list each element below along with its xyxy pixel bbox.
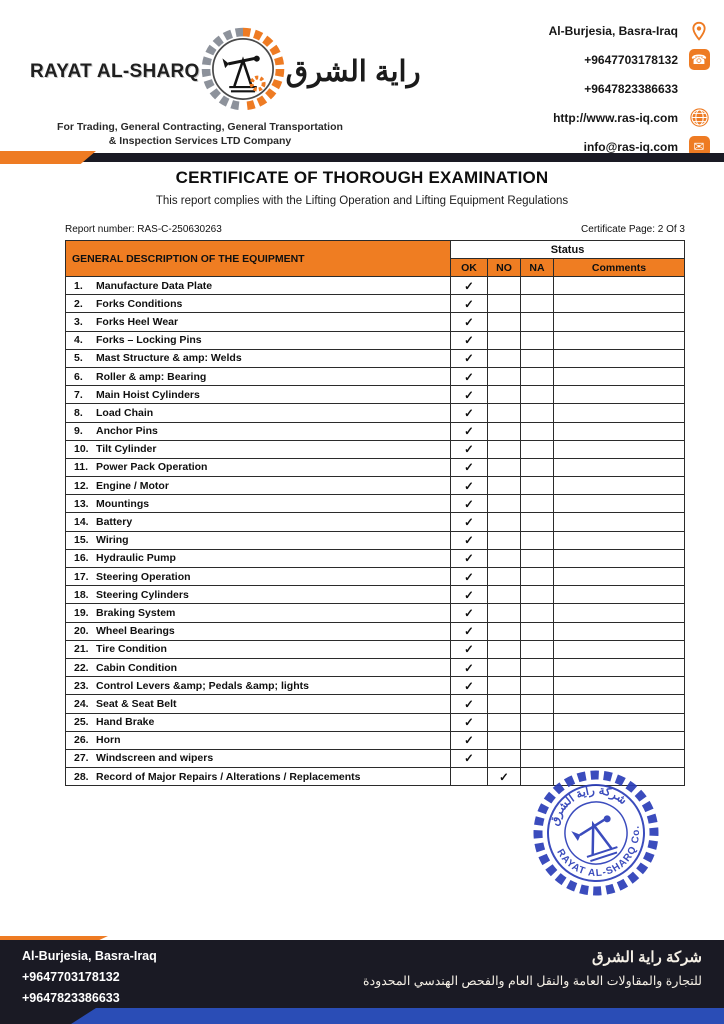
comments-cell: [554, 495, 685, 513]
row-label: Steering Operation: [96, 570, 191, 583]
no-checkmark-cell: [488, 568, 521, 586]
stamp-company-en: RAYAT AL-SHARQ Co.: [554, 824, 643, 880]
row-number: 4.: [74, 334, 83, 347]
row-label: Forks – Locking Pins: [96, 334, 202, 347]
na-checkmark-cell: [521, 422, 554, 440]
contact-list: [450, 16, 710, 161]
no-checkmark-cell: [488, 531, 521, 549]
certificate-page-number: Certificate Page: 2 Of 3: [581, 224, 685, 235]
no-checkmark-cell: [488, 495, 521, 513]
comments-cell: [554, 604, 685, 622]
ok-checkmark-cell: ✓: [451, 731, 488, 749]
no-checkmark-cell: [488, 422, 521, 440]
table-row: [66, 513, 685, 531]
ok-checkmark-cell: ✓: [451, 549, 488, 567]
na-checkmark-cell: [521, 277, 554, 295]
stamp-company-ar: شركة راية الشرق: [548, 784, 629, 828]
footer-tagline-ar: للتجارة والمقاولات العامة والنقل العام والفحص الهندسي المحدودة: [363, 974, 702, 988]
table-row: [66, 731, 685, 749]
company-name-en: RAYAT AL-SHARQ: [30, 60, 200, 82]
no-checkmark-cell: [488, 713, 521, 731]
row-label: Anchor Pins: [96, 425, 158, 438]
footer-blue-bar: [0, 1008, 724, 1024]
ok-checkmark-cell: ✓: [451, 604, 488, 622]
no-checkmark-cell: [488, 749, 521, 767]
na-checkmark-cell: [521, 604, 554, 622]
row-label: Seat & Seat Belt: [96, 697, 177, 710]
table-row: [66, 549, 685, 567]
phone-2-text: +9647823386633: [584, 81, 678, 96]
row-label: Manufacture Data Plate: [96, 279, 213, 292]
row-number: 24.: [74, 697, 89, 710]
row-number: 23.: [74, 679, 89, 692]
comments-cell: [554, 367, 685, 385]
comments-cell: [554, 677, 685, 695]
row-label: Cabin Condition: [96, 661, 178, 674]
col-no-header: NO: [488, 259, 521, 277]
ok-checkmark-cell: ✓: [451, 513, 488, 531]
header-divider-orange-accent: [0, 151, 96, 164]
comments-cell: [554, 549, 685, 567]
comments-cell: [554, 422, 685, 440]
no-checkmark-cell: [488, 658, 521, 676]
gear-oil-pump-logo-icon: [200, 26, 286, 117]
row-number: 3.: [74, 315, 83, 328]
no-checkmark-cell: [488, 549, 521, 567]
na-checkmark-cell: [521, 677, 554, 695]
globe-icon: [688, 107, 710, 129]
address-text: Al-Burjesia, Basra-Iraq: [548, 23, 678, 38]
comments-cell: [554, 622, 685, 640]
no-checkmark-cell: [488, 295, 521, 313]
table-row: [66, 386, 685, 404]
comments-cell: [554, 713, 685, 731]
table-row: [66, 349, 685, 367]
na-checkmark-cell: [521, 313, 554, 331]
row-number: 14.: [74, 516, 89, 529]
email-text: info@ras-iq.com: [583, 139, 678, 154]
na-checkmark-cell: [521, 713, 554, 731]
na-checkmark-cell: [521, 568, 554, 586]
row-label: Steering Cylinders: [96, 588, 189, 601]
row-label: Wiring: [96, 534, 129, 547]
na-checkmark-cell: [521, 549, 554, 567]
row-number: 6.: [74, 370, 83, 383]
footer-contact-block: [22, 946, 157, 1009]
no-checkmark-cell: [488, 349, 521, 367]
na-checkmark-cell: [521, 749, 554, 767]
no-checkmark-cell: [488, 386, 521, 404]
no-checkmark-cell: [488, 458, 521, 476]
ok-checkmark-cell: ✓: [451, 277, 488, 295]
na-checkmark-cell: [521, 695, 554, 713]
ok-checkmark-cell: ✓: [451, 677, 488, 695]
no-checkmark-cell: [488, 640, 521, 658]
row-number: 5.: [74, 352, 83, 365]
ok-checkmark-cell: ✓: [451, 531, 488, 549]
status-header: Status: [451, 241, 685, 259]
row-number: 20.: [74, 625, 89, 638]
row-number: 12.: [74, 479, 89, 492]
ok-checkmark-cell: ✓: [451, 440, 488, 458]
na-checkmark-cell: [521, 367, 554, 385]
table-row: [66, 422, 685, 440]
no-checkmark-cell: [488, 604, 521, 622]
ok-checkmark-cell: ✓: [451, 404, 488, 422]
row-label: Hydraulic Pump: [96, 552, 176, 565]
row-label: Forks Heel Wear: [96, 315, 179, 328]
footer-address: Al-Burjesia, Basra-Iraq: [22, 949, 157, 963]
table-row: [66, 495, 685, 513]
na-checkmark-cell: [521, 658, 554, 676]
table-row: [66, 477, 685, 495]
ok-checkmark-cell: ✓: [451, 349, 488, 367]
no-checkmark-cell: [488, 440, 521, 458]
row-number: 2.: [74, 297, 83, 310]
col-ok-header: OK: [451, 259, 488, 277]
table-row: [66, 622, 685, 640]
comments-cell: [554, 513, 685, 531]
ok-checkmark-cell: ✓: [451, 749, 488, 767]
comments-cell: [554, 458, 685, 476]
row-label: Tilt Cylinder: [96, 443, 157, 456]
na-checkmark-cell: [521, 513, 554, 531]
row-number: 1.: [74, 279, 83, 292]
row-label: Horn: [96, 734, 121, 747]
table-header-row-1: [66, 241, 685, 259]
comments-cell: [554, 295, 685, 313]
icon-spacer: [688, 78, 710, 100]
row-number: 7.: [74, 388, 83, 401]
no-checkmark-cell: [488, 695, 521, 713]
report-number: Report number: RAS-C-250630263: [65, 224, 222, 235]
no-checkmark-cell: [488, 586, 521, 604]
stamp-oil-pump-icon: [571, 814, 621, 863]
contact-phone-2: [450, 74, 710, 103]
row-label: Power Pack Operation: [96, 461, 208, 474]
ok-checkmark-cell: ✓: [451, 713, 488, 731]
row-number: 28.: [74, 770, 89, 783]
table-row: [66, 568, 685, 586]
row-number: 21.: [74, 643, 89, 656]
comments-cell: [554, 386, 685, 404]
na-checkmark-cell: [521, 295, 554, 313]
row-number: 25.: [74, 716, 89, 729]
row-label: Hand Brake: [96, 716, 155, 729]
row-number: 22.: [74, 661, 89, 674]
na-checkmark-cell: [521, 531, 554, 549]
report-meta: [65, 224, 685, 235]
table-row: [66, 677, 685, 695]
row-label: Forks Conditions: [96, 297, 183, 310]
no-checkmark-cell: [488, 331, 521, 349]
no-checkmark-cell: [488, 277, 521, 295]
footer-phone-2: +9647823386633: [22, 991, 120, 1005]
ok-checkmark-cell: ✓: [451, 695, 488, 713]
na-checkmark-cell: [521, 331, 554, 349]
row-number: 13.: [74, 497, 89, 510]
ok-checkmark-cell: ✓: [451, 658, 488, 676]
na-checkmark-cell: [521, 586, 554, 604]
page-subtitle: This report complies with the Lifting Operation and Lifting Equipment Regulations: [155, 195, 569, 207]
col-comments-header: Comments: [554, 259, 685, 277]
no-checkmark-cell: [488, 477, 521, 495]
comments-cell: [554, 277, 685, 295]
na-checkmark-cell: [521, 349, 554, 367]
no-checkmark-cell: [488, 513, 521, 531]
na-checkmark-cell: [521, 477, 554, 495]
na-checkmark-cell: [521, 495, 554, 513]
row-label: Record of Major Repairs / Alterations / Replacements: [96, 770, 361, 783]
row-number: 19.: [74, 606, 89, 619]
tagline-line-2: & Inspection Services LTD Company: [108, 135, 292, 147]
company-tagline: [16, 120, 384, 148]
comments-cell: [554, 349, 685, 367]
na-checkmark-cell: [521, 640, 554, 658]
row-number: 26.: [74, 734, 89, 747]
row-number: 8.: [74, 406, 83, 419]
table-row: [66, 713, 685, 731]
no-checkmark-cell: [488, 367, 521, 385]
row-label: Windscreen and wipers: [96, 752, 214, 765]
ok-checkmark-cell: ✓: [451, 495, 488, 513]
phone-icon: ☎: [688, 49, 710, 71]
table-row: [66, 604, 685, 622]
ok-checkmark-cell: ✓: [451, 331, 488, 349]
comments-cell: [554, 404, 685, 422]
company-name-ar: راية الشرق: [285, 56, 421, 88]
footer-blue-bar-notch: [0, 1008, 96, 1024]
row-number: 17.: [74, 570, 89, 583]
row-number: 18.: [74, 588, 89, 601]
comments-cell: [554, 658, 685, 676]
row-number: 16.: [74, 552, 89, 565]
comments-cell: [554, 531, 685, 549]
row-label: Braking System: [96, 606, 176, 619]
table-row: [66, 404, 685, 422]
table-row: [66, 295, 685, 313]
row-number: 10.: [74, 443, 89, 456]
envelope-icon: ✉: [688, 136, 710, 158]
row-label: Roller & amp: Bearing: [96, 370, 207, 383]
table-row: [66, 440, 685, 458]
table-row: [66, 640, 685, 658]
row-label: Mast Structure & amp: Welds: [96, 352, 242, 365]
table-row: [66, 458, 685, 476]
comments-cell: [554, 695, 685, 713]
row-number: 15.: [74, 534, 89, 547]
row-label: Control Levers &amp; Pedals &amp; lights: [96, 679, 309, 692]
no-checkmark-cell: ✓: [488, 768, 521, 786]
na-checkmark-cell: [521, 731, 554, 749]
table-row: [66, 367, 685, 385]
na-checkmark-cell: [521, 404, 554, 422]
row-label: Load Chain: [96, 406, 154, 419]
company-logo: [30, 26, 421, 117]
na-checkmark-cell: [521, 458, 554, 476]
ok-checkmark-cell: ✓: [451, 622, 488, 640]
ok-checkmark-cell: ✓: [451, 586, 488, 604]
contact-phone-1: [450, 45, 710, 74]
ok-checkmark-cell: ✓: [451, 367, 488, 385]
no-checkmark-cell: [488, 404, 521, 422]
comments-cell: [554, 586, 685, 604]
ok-checkmark-cell: ✓: [451, 568, 488, 586]
table-row: [66, 277, 685, 295]
table-row: [66, 658, 685, 676]
page-title: CERTIFICATE OF THOROUGH EXAMINATION: [175, 168, 549, 187]
phone-1-text: +9647703178132: [584, 52, 678, 67]
ok-checkmark-cell: ✓: [451, 458, 488, 476]
no-checkmark-cell: [488, 313, 521, 331]
comments-cell: [554, 313, 685, 331]
no-checkmark-cell: [488, 731, 521, 749]
ok-checkmark-cell: [451, 768, 488, 786]
equipment-table: [65, 240, 685, 786]
ok-checkmark-cell: ✓: [451, 477, 488, 495]
table-row: [66, 586, 685, 604]
ok-checkmark-cell: ✓: [451, 422, 488, 440]
na-checkmark-cell: [521, 386, 554, 404]
website-text: http://www.ras-iq.com: [553, 110, 678, 125]
row-label: Mountings: [96, 497, 150, 510]
ok-checkmark-cell: ✓: [451, 295, 488, 313]
location-pin-icon: [688, 20, 710, 42]
contact-website: [450, 103, 710, 132]
col-na-header: NA: [521, 259, 554, 277]
row-number: 27.: [74, 752, 89, 765]
ok-checkmark-cell: ✓: [451, 313, 488, 331]
footer-phone-1: +9647703178132: [22, 970, 120, 984]
table-row: [66, 331, 685, 349]
table-row: [66, 313, 685, 331]
page-footer: [0, 940, 724, 1024]
comments-cell: [554, 331, 685, 349]
row-label: Engine / Motor: [96, 479, 169, 492]
footer-company-name-ar: شركة راية الشرق: [591, 949, 702, 966]
comments-cell: [554, 640, 685, 658]
table-row: [66, 531, 685, 549]
tagline-line-1: For Trading, General Contracting, General Transportation: [57, 121, 343, 133]
equipment-table-body: [66, 277, 685, 786]
ok-checkmark-cell: ✓: [451, 386, 488, 404]
comments-cell: [554, 440, 685, 458]
row-label: Main Hoist Cylinders: [96, 388, 200, 401]
row-number: 11.: [74, 461, 89, 474]
description-header: GENERAL DESCRIPTION OF THE EQUIPMENT: [66, 241, 451, 277]
contact-address: [450, 16, 710, 45]
row-label: Tire Condition: [96, 643, 167, 656]
row-label: Battery: [96, 516, 133, 529]
header-divider-dark-bar: [0, 153, 724, 162]
na-checkmark-cell: [521, 622, 554, 640]
row-number: 9.: [74, 425, 83, 438]
ok-checkmark-cell: ✓: [451, 640, 488, 658]
no-checkmark-cell: [488, 677, 521, 695]
na-checkmark-cell: [521, 440, 554, 458]
table-row: [66, 695, 685, 713]
comments-cell: [554, 568, 685, 586]
row-label: Wheel Bearings: [96, 625, 175, 638]
footer-arabic-block: [363, 945, 702, 992]
no-checkmark-cell: [488, 622, 521, 640]
comments-cell: [554, 477, 685, 495]
